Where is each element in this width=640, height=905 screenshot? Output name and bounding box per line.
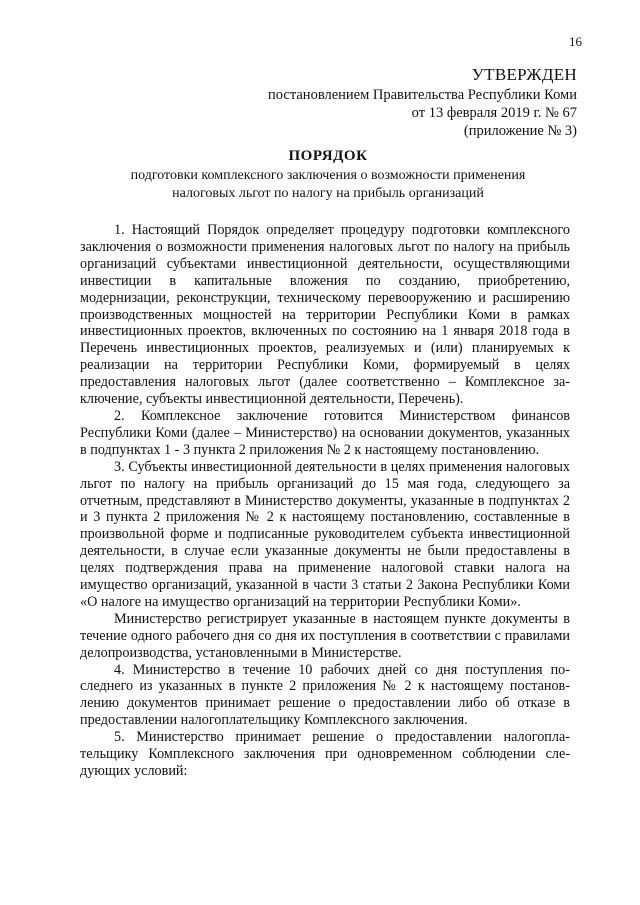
paragraph-4: 4. Министерство в течение 10 рабочих дней со дня поступления последнего из указанных в пункте 2 приложения № 2 к настоящему постановлению документов принимает решение о предоставлении либо об отказе в предоставлении налогоплательщику Комплексного заключения. [80,661,570,729]
subtitle-line-1: подготовки комплексного заключения о возможности применения [130,168,526,183]
subtitle-line-2: налоговых льгот по налогу на прибыль организаций [172,186,484,201]
approval-line-1: постановлением Правительства Республики Коми [268,87,577,103]
document-body [80,222,570,780]
page-number: 16 [569,34,582,49]
approval-line-3: (приложение № 3) [463,123,577,139]
approved-heading: УТВЕРЖДЕН [471,65,577,84]
document-subtitle [90,167,566,203]
document-title: ПОРЯДОК [288,148,368,164]
approval-stamp-block [217,64,577,140]
paragraph-1: 1. Настоящий Порядок определяет процедуру подготовки комплексного заключения о возможности применения налоговых льгот по налогу на прибыль организаций субъектами инвестиционной деятельности, осуществляющими инвестиции в капитальные вложения по созданию, приобретению, модернизации, реконструкции, техническому перевооружению и расширению производственных мощностей на территории Республики Коми в рамках инвестиционных проектов, включенных по состоянию на 1 января 2018 года в Перечень инвестиционных проектов, реализуемых и (или) планируемых к реализации на территории Республики Коми, формируемый в целях предоставления налоговых льгот (далее соответственно – Комплексное заключение, субъекты инвестиционной деятельности, Перечень). [80,222,570,408]
paragraph-3: 3. Субъекты инвестиционной деятельности в целях применения налоговых льгот по налогу на прибыль организаций до 15 мая года, следующего за отчетным, представляют в Министерство документы, указанные в подпунктах 2 и 3 пункта 2 приложения № 2 к настоящему постановлению, составленные в произвольной форме и подписанные руководителем субъекта инвестиционной деятельности, в случае если указанные документы не были предоставлены в целях подтверждения права на применение налоговой ставки налога на имущество организаций, указанной в части 3 статьи 2 Закона Республики Коми «О налоге на имущество организаций на территории Республики Коми». [80,458,570,610]
paragraph-3-continued: Министерство регистрирует указанные в настоящем пункте документы в течение одного рабочего дня со дня их поступления в соответствии с правилами делопроизводства, установленными в Министерстве. [80,610,570,661]
paragraph-5: 5. Министерство принимает решение о предоставлении налогоплательщику Комплексного заключения при одновременном соблюдении следующих условий: [80,729,570,779]
paragraph-2: 2. Комплексное заключение готовится Министерством финансов Республики Коми (далее – Министерство) на основании документов, указанных в подпунктах 1 - 3 пункта 2 приложения № 2 к настоящему постановлению. [80,407,570,458]
approval-line-2: от 13 февраля 2019 г. № 67 [411,105,577,121]
